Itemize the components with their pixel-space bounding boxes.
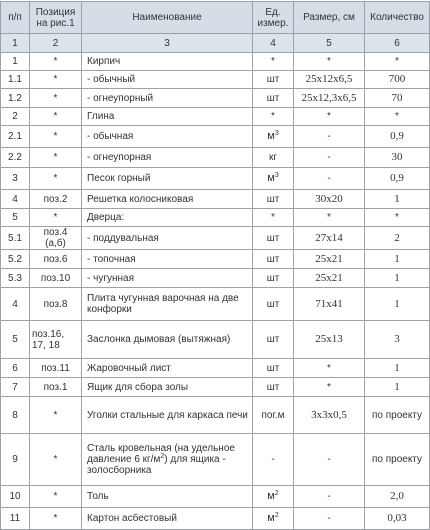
table-row: [1, 486, 430, 508]
column-number-cell: 4: [253, 34, 294, 53]
size-cell: 25x21: [294, 269, 365, 288]
quantity-cell: 700: [365, 71, 430, 89]
position-cell: поз.8: [30, 288, 82, 321]
size-cell: *: [294, 209, 365, 227]
column-number-cell: 2: [30, 34, 82, 53]
row-number-cell: 7: [1, 378, 30, 397]
unit-cell: *: [253, 209, 294, 227]
quantity-cell: 1: [365, 378, 430, 397]
table-row: [1, 288, 430, 321]
name-cell: Плита чугунная варочная на две конфорки: [82, 288, 253, 321]
quantity-cell: 0,9: [365, 126, 430, 148]
row-number-cell: 3: [1, 168, 30, 190]
name-cell: Глина: [82, 108, 253, 126]
position-cell: *: [30, 89, 82, 108]
unit-cell: шт: [253, 359, 294, 378]
quantity-cell: 2: [365, 227, 430, 250]
row-number-cell: 2.1: [1, 126, 30, 148]
unit-cell: $м^3$: [253, 168, 294, 190]
table-row: [1, 359, 430, 378]
position-cell: поз.11: [30, 359, 82, 378]
row-number-cell: 10: [1, 486, 30, 508]
unit-cell: шт: [253, 71, 294, 89]
name-cell: - обычная: [82, 126, 253, 148]
column-number-cell: 1: [1, 34, 30, 53]
name-cell: Уголки стальные для каркаса печи: [82, 397, 253, 434]
header-cell: Размер, см: [294, 2, 365, 34]
unit-cell: $м^2$: [253, 508, 294, 530]
table-row: [1, 148, 430, 168]
header-cell: Наименование: [82, 2, 253, 34]
position-cell: *: [30, 486, 82, 508]
unit-cell: шт: [253, 89, 294, 108]
size-cell: 25x12,3x6,5: [294, 89, 365, 108]
size-cell: 27x14: [294, 227, 365, 250]
column-number-cell: 3: [82, 34, 253, 53]
row-number-cell: 11: [1, 508, 30, 530]
row-number-cell: 5: [1, 209, 30, 227]
table-row: [1, 190, 430, 209]
unit-cell: шт: [253, 378, 294, 397]
position-cell: *: [30, 397, 82, 434]
quantity-cell: *: [365, 209, 430, 227]
name-cell: - огнеупорный: [82, 89, 253, 108]
table-row: [1, 397, 430, 434]
table-row: [1, 89, 430, 108]
table-row: [1, 250, 430, 269]
position-cell: поз.6: [30, 250, 82, 269]
row-number-cell: 4: [1, 190, 30, 209]
name-cell: - чугунная: [82, 269, 253, 288]
table-row: [1, 53, 430, 71]
row-number-cell: 9: [1, 434, 30, 486]
quantity-cell: 0,03: [365, 508, 430, 530]
unit-cell: -: [253, 434, 294, 486]
size-cell: 3x3x0,5: [294, 397, 365, 434]
row-number-cell: 1.1: [1, 71, 30, 89]
row-number-cell: 5.3: [1, 269, 30, 288]
row-number-cell: 5.1: [1, 227, 30, 250]
size-cell: 25x21: [294, 250, 365, 269]
position-cell: *: [30, 209, 82, 227]
position-cell: *: [30, 108, 82, 126]
column-number-cell: 5: [294, 34, 365, 53]
quantity-cell: по проекту: [365, 434, 430, 486]
column-number-row: [1, 34, 430, 53]
position-cell: *: [30, 434, 82, 486]
name-cell: - поддувальная: [82, 227, 253, 250]
position-cell: *: [30, 168, 82, 190]
table-row: [1, 434, 430, 486]
name-cell: - огнеупорная: [82, 148, 253, 168]
name-cell: Дверца:: [82, 209, 253, 227]
unit-cell: *: [253, 108, 294, 126]
header-cell: п/п: [1, 2, 30, 34]
unit-cell: шт: [253, 250, 294, 269]
size-cell: -: [294, 126, 365, 148]
position-cell: *: [30, 71, 82, 89]
table-row: [1, 168, 430, 190]
position-cell: поз.1: [30, 378, 82, 397]
quantity-cell: *: [365, 53, 430, 71]
header-cell: Позиция на рис.1: [30, 2, 82, 34]
quantity-cell: по проекту: [365, 397, 430, 434]
size-cell: *: [294, 378, 365, 397]
name-cell: Толь: [82, 486, 253, 508]
size-cell: *: [294, 359, 365, 378]
size-cell: *: [294, 53, 365, 71]
row-number-cell: 5: [1, 321, 30, 359]
row-number-cell: 2.2: [1, 148, 30, 168]
quantity-cell: 1: [365, 250, 430, 269]
table-row: [1, 209, 430, 227]
quantity-cell: 0,9: [365, 168, 430, 190]
quantity-cell: 1: [365, 190, 430, 209]
row-number-cell: 6: [1, 359, 30, 378]
column-number-cell: 6: [365, 34, 430, 53]
unit-cell: шт: [253, 288, 294, 321]
name-cell: Жаровочный лист: [82, 359, 253, 378]
quantity-cell: 30: [365, 148, 430, 168]
unit-cell: шт: [253, 190, 294, 209]
position-cell: поз.4 (а,б): [30, 227, 82, 250]
table-row: [1, 71, 430, 89]
quantity-cell: *: [365, 108, 430, 126]
table-row: [1, 508, 430, 530]
unit-cell: кг: [253, 148, 294, 168]
unit-cell: шт: [253, 269, 294, 288]
quantity-cell: 1: [365, 288, 430, 321]
name-cell: - обычный: [82, 71, 253, 89]
row-number-cell: 8: [1, 397, 30, 434]
row-number-cell: 1.2: [1, 89, 30, 108]
position-cell: *: [30, 126, 82, 148]
materials-table: [0, 1, 430, 530]
size-cell: -: [294, 434, 365, 486]
row-number-cell: 1: [1, 53, 30, 71]
header-cell: Количество: [365, 2, 430, 34]
position-cell: поз.10: [30, 269, 82, 288]
name-cell: Заслонка дымовая (вытяжная): [82, 321, 253, 359]
quantity-cell: 70: [365, 89, 430, 108]
table-row: [1, 321, 430, 359]
row-number-cell: 4: [1, 288, 30, 321]
name-cell: - топочная: [82, 250, 253, 269]
table-row: [1, 227, 430, 250]
size-cell: 25x13: [294, 321, 365, 359]
size-cell: 30x20: [294, 190, 365, 209]
name-cell: Картон асбестовый: [82, 508, 253, 530]
table-row: [1, 269, 430, 288]
position-cell: поз.16, 17, 18: [30, 321, 82, 359]
table-row: [1, 378, 430, 397]
unit-cell: *: [253, 53, 294, 71]
row-number-cell: 5.2: [1, 250, 30, 269]
position-cell: поз.2: [30, 190, 82, 209]
quantity-cell: 2,0: [365, 486, 430, 508]
header-row: [1, 2, 430, 34]
quantity-cell: 3: [365, 321, 430, 359]
position-cell: *: [30, 148, 82, 168]
unit-cell: $м^2$: [253, 486, 294, 508]
unit-cell: шт: [253, 321, 294, 359]
name-cell: Сталь кровельная (на удельное давление 6 $кг/м^2$) для ящика - золосборника: [82, 434, 253, 486]
size-cell: *: [294, 108, 365, 126]
name-cell: Решетка колосниковая: [82, 190, 253, 209]
unit-cell: шт: [253, 227, 294, 250]
position-cell: *: [30, 53, 82, 71]
quantity-cell: 1: [365, 269, 430, 288]
table-row: [1, 126, 430, 148]
size-cell: 71x41: [294, 288, 365, 321]
table-row: [1, 108, 430, 126]
name-cell: Песок горный: [82, 168, 253, 190]
unit-cell: пог.м: [253, 397, 294, 434]
header-cell: Ед. измер.: [253, 2, 294, 34]
size-cell: -: [294, 508, 365, 530]
size-cell: -: [294, 168, 365, 190]
name-cell: Кирпич: [82, 53, 253, 71]
row-number-cell: 2: [1, 108, 30, 126]
size-cell: -: [294, 486, 365, 508]
size-cell: 25x12x6,5: [294, 71, 365, 89]
size-cell: -: [294, 148, 365, 168]
position-cell: *: [30, 508, 82, 530]
unit-cell: $м^3$: [253, 126, 294, 148]
quantity-cell: 1: [365, 359, 430, 378]
name-cell: Ящик для сбора золы: [82, 378, 253, 397]
